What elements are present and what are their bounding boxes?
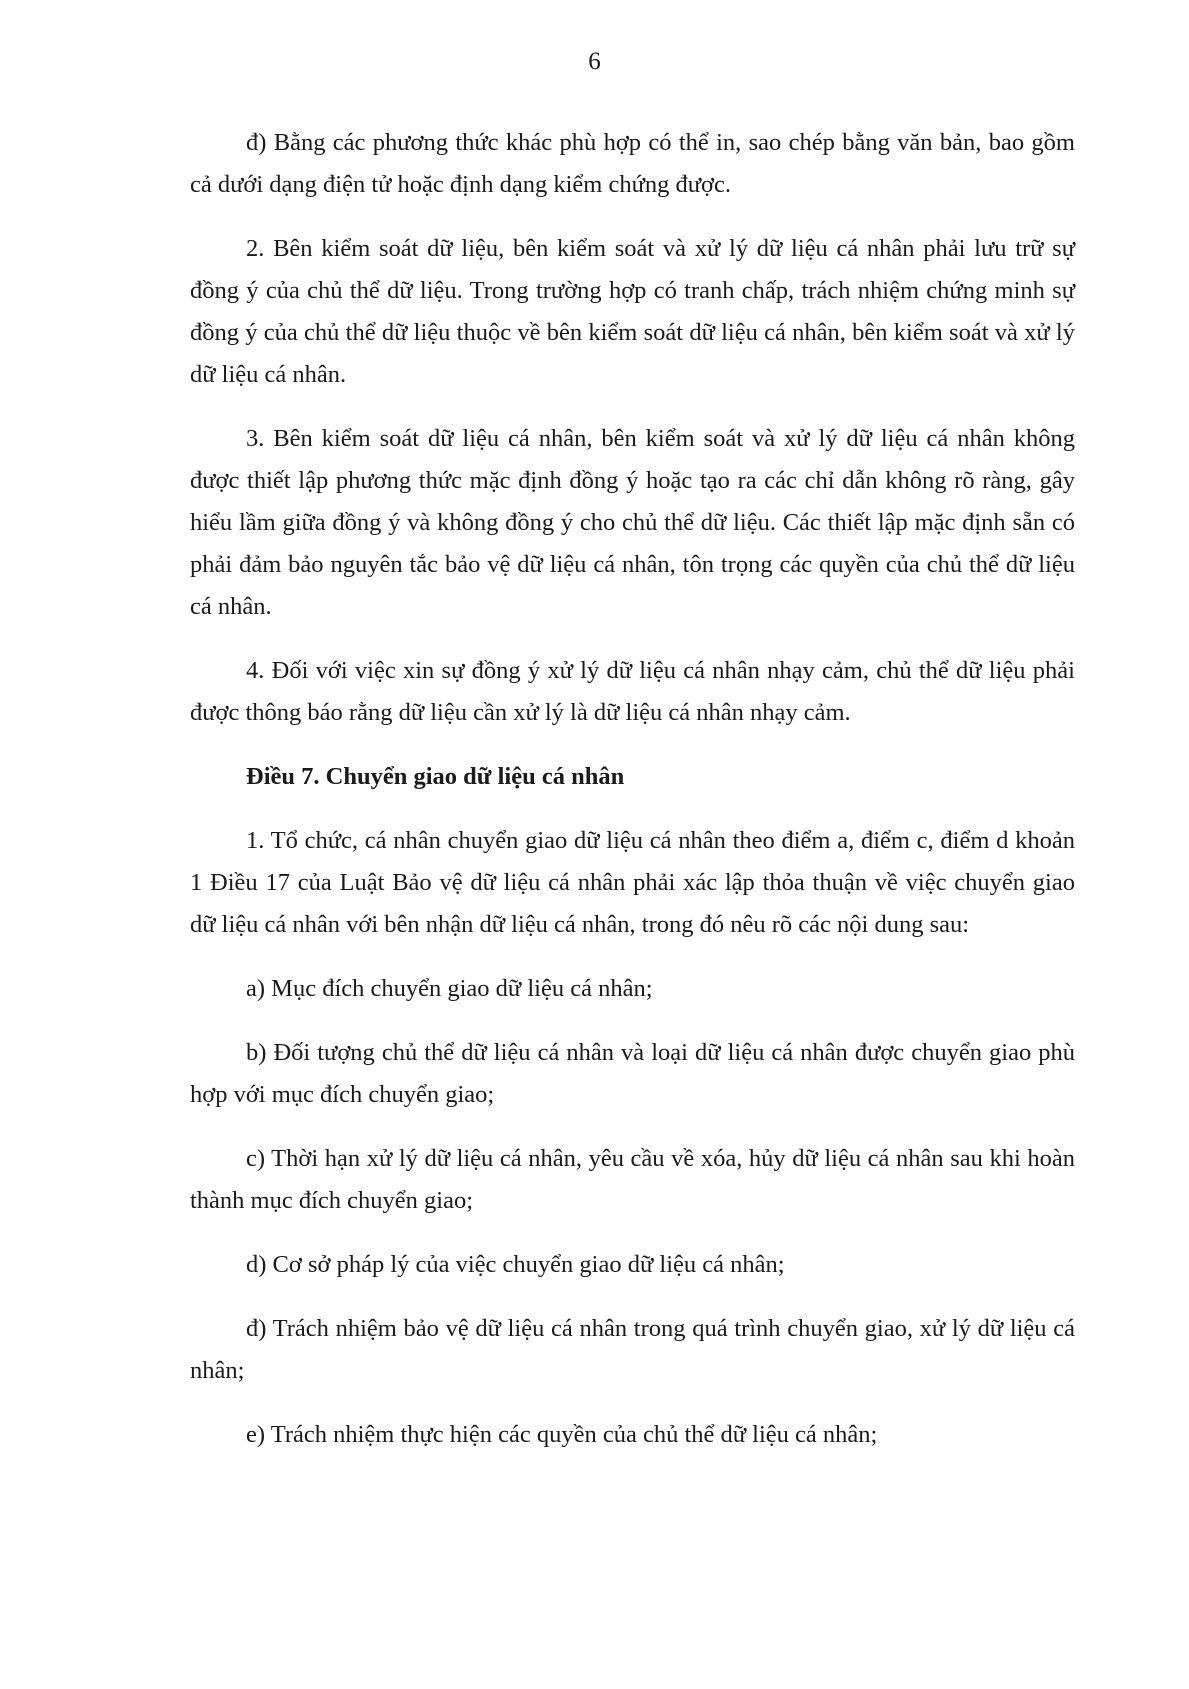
article-item-e: e) Trách nhiệm thực hiện các quyền của chủ thể dữ liệu cá nhân; bbox=[246, 1421, 878, 1448]
article-item-c: c) Thời hạn xử lý dữ liệu cá nhân, yêu cầu về xóa, hủy dữ liệu cá nhân sau khi hoàn thành mục đích chuyển giao; bbox=[190, 1145, 1075, 1214]
article-paragraph-1: 1. Tổ chức, cá nhân chuyển giao dữ liệu cá nhân theo điểm a, điểm c, điểm d khoản 1 Điều 17 của Luật Bảo vệ dữ liệu cá nhân phải xác lập thỏa thuận về việc chuyển giao dữ liệu cá nhân với bên nhận dữ liệu cá nhân, trong đó nêu rõ các nội dung sau: bbox=[190, 827, 1075, 938]
paragraph-clause-2: 2. Bên kiểm soát dữ liệu, bên kiểm soát và xử lý dữ liệu cá nhân phải lưu trữ sự đồng ý của chủ thể dữ liệu. Trong trường hợp có tranh chấp, trách nhiệm chứng minh sự đồng ý của chủ thể dữ liệu thuộc về bên kiểm soát dữ liệu cá nhân, bên kiểm soát và xử lý dữ liệu cá nhân. bbox=[190, 235, 1075, 388]
article-heading: Điều 7. Chuyển giao dữ liệu cá nhân bbox=[246, 763, 625, 790]
article-item-b: b) Đối tượng chủ thể dữ liệu cá nhân và loại dữ liệu cá nhân được chuyển giao phù hợp với mục đích chuyển giao; bbox=[190, 1039, 1075, 1108]
paragraph-clause-3: 3. Bên kiểm soát dữ liệu cá nhân, bên kiểm soát và xử lý dữ liệu cá nhân không được thiết lập phương thức mặc định đồng ý hoặc tạo ra các chỉ dẫn không rõ ràng, gây hiểu lầm giữa đồng ý và không đồng ý cho chủ thể dữ liệu. Các thiết lập mặc định sẵn có phải đảm bảo nguyên tắc bảo vệ dữ liệu cá nhân, tôn trọng các quyền của chủ thể dữ liệu cá nhân. bbox=[190, 425, 1075, 620]
document-body bbox=[190, 122, 1075, 1478]
article-item-d: d) Cơ sở pháp lý của việc chuyển giao dữ liệu cá nhân; bbox=[246, 1251, 785, 1278]
page-number: 6 bbox=[588, 48, 601, 75]
paragraph-clause-4: 4. Đối với việc xin sự đồng ý xử lý dữ liệu cá nhân nhạy cảm, chủ thể dữ liệu phải được thông báo rằng dữ liệu cần xử lý là dữ liệu cá nhân nhạy cảm. bbox=[190, 657, 1075, 726]
paragraph-item-d-dd: đ) Bằng các phương thức khác phù hợp có thể in, sao chép bằng văn bản, bao gồm cả dưới dạng điện tử hoặc định dạng kiểm chứng được. bbox=[190, 129, 1075, 198]
article-item-dd: đ) Trách nhiệm bảo vệ dữ liệu cá nhân trong quá trình chuyển giao, xử lý dữ liệu cá nhân; bbox=[190, 1315, 1075, 1384]
article-item-a: a) Mục đích chuyển giao dữ liệu cá nhân; bbox=[246, 975, 653, 1002]
